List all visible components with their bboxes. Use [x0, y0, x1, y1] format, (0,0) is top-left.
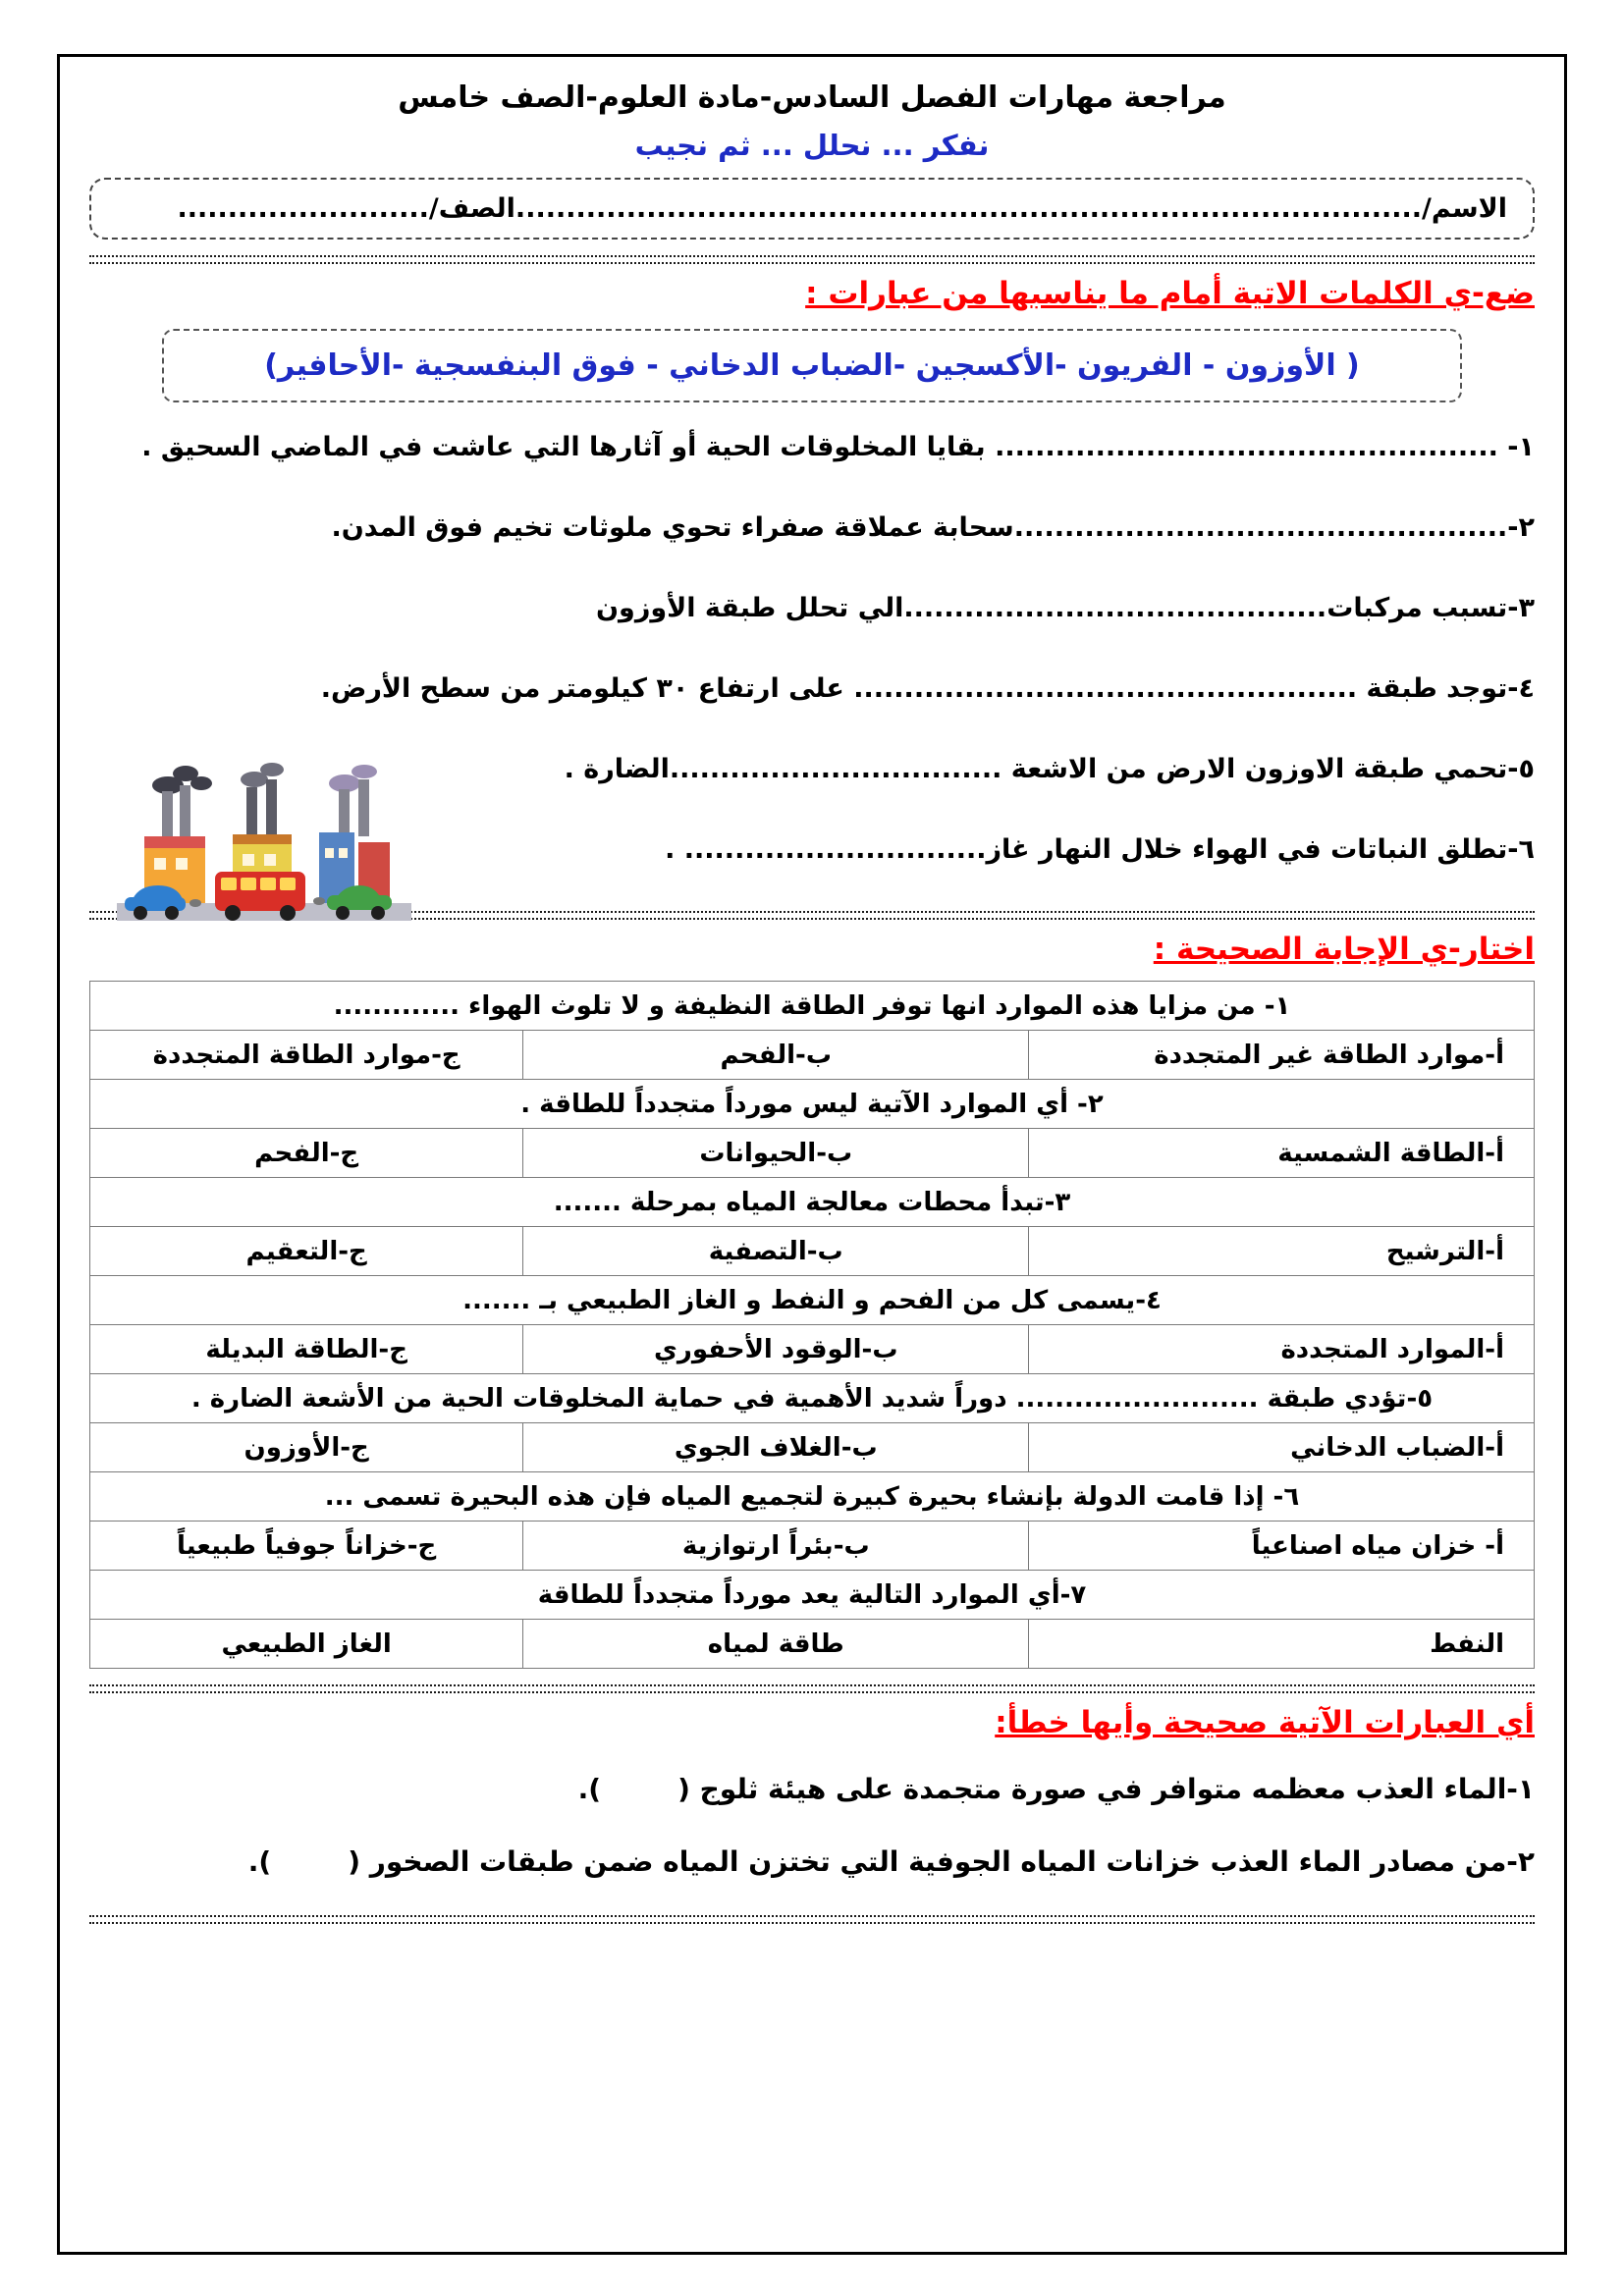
true-false-heading: أي العبارات الآتية صحيحة وأيها خطأ:: [995, 1705, 1535, 1740]
mcq-heading: اختار-ي الإجابة الصحيحة :: [1153, 932, 1535, 967]
mcq-option-a: أ-الموارد المتجددة: [1029, 1325, 1535, 1374]
fill-in-item: ٤-توجد طبقة .................................................. على ارتفاع ٣٠ كيلومتر من سطح الأرض.: [320, 673, 1535, 704]
mcq-option-b: ب-بئراً ارتوازية: [523, 1522, 1029, 1571]
mcq-option-c: ج-الأوزون: [90, 1423, 523, 1472]
mcq-option-a: أ-الضباب الدخاني: [1029, 1423, 1535, 1472]
fill-in-item: ١- .................................................. بقايا المخلوقات الحية أو آثارها التي عاشت في الماضي السحيق .: [141, 432, 1535, 462]
fill-in-section: [89, 428, 1535, 870]
mcq-question: ١- من مزايا هذه الموارد انها توفر الطاقة النظيفة و لا تلوث الهواء .............: [90, 982, 1535, 1031]
mcq-option-b: ب-التصفية: [523, 1227, 1029, 1276]
mcq-option-a: أ-الترشيح: [1029, 1227, 1535, 1276]
factory-smog-vehicles-image: [117, 760, 411, 956]
mcq-question: ٦- إذا قامت الدولة بإنشاء بحيرة كبيرة لتجميع المياه فإن هذه البحيرة تسمى ...: [90, 1472, 1535, 1522]
factory-pollution-illustration: [117, 760, 411, 956]
mcq-option-a: أ-الطاقة الشمسية: [1029, 1129, 1535, 1178]
mcq-option-b: ب-الحيوانات: [523, 1129, 1029, 1178]
mcq-question: ٣-تبدأ محطات معالجة المياه بمرحلة .......: [90, 1178, 1535, 1227]
fill-in-item: ٥-تحمي طبقة الاوزون الارض من الاشعة .................................الضارة .: [564, 754, 1535, 784]
mcq-option-b: ب-الوقود الأحفوري: [523, 1325, 1029, 1374]
mcq-option-b: ب-الغلاف الجوي: [523, 1423, 1029, 1472]
fill-in-item: ٦-تطلق النباتات في الهواء خلال النهار غاز.............................. .: [665, 834, 1535, 865]
dotted-divider: [89, 255, 1535, 264]
word-bank-text: ( الأوزون - الفريون -الأكسجين -الضباب الدخاني - فوق البنفسجية -الأحافير): [264, 348, 1360, 383]
mcq-option-c: ج-الطاقة البديلة: [90, 1325, 523, 1374]
name-class-box: [89, 178, 1535, 240]
mcq-option-a: أ-موارد الطاقة غير المتجددة: [1029, 1031, 1535, 1080]
fill-in-item: ٣-تسبب مركبات..........................................الي تحلل طبقة الأوزون: [596, 593, 1535, 623]
mcq-option-c: ج-موارد الطاقة المتجددة: [90, 1031, 523, 1080]
page-subtitle: نفكر ... نحلل ... ثم نجيب: [634, 129, 990, 162]
mcq-option-c: الغاز الطبيعي: [90, 1620, 523, 1669]
mcq-question: ٢- أي الموارد الآتية ليس مورداً متجدداً للطاقة .: [90, 1080, 1535, 1129]
name-class-line: الاسم/..........................................................................................الصف/.........................: [177, 193, 1507, 224]
fill-in-item: ٢-.................................................سحابة عملاقة صفراء تحوي ملوثات تخيم فوق المدن.: [331, 512, 1535, 543]
mcq-question: ٥-تؤدي طبقة ......................... دوراً شديد الأهمية في حماية المخلوقات الحية من الأشعة الضارة .: [90, 1374, 1535, 1423]
true-false-statement: ١-الماء العذب معظمه متوافر في صورة متجمدة على هيئة ثلوج ( ).: [577, 1773, 1535, 1805]
mcq-option-c: ج-خزاناً جوفياً طبيعياً: [90, 1522, 523, 1571]
true-false-statement: ٢-من مصادر الماء العذب خزانات المياه الجوفية التي تختزن المياه ضمن طبقات الصخور ( ).: [247, 1845, 1535, 1878]
mcq-table: [89, 981, 1535, 1669]
page-title: مراجعة مهارات الفصل السادس-مادة العلوم-الصف خامس: [398, 80, 1226, 115]
mcq-question: ٧-أي الموارد التالية يعد مورداً متجدداً للطاقة: [90, 1571, 1535, 1620]
dotted-divider: [89, 1915, 1535, 1924]
dotted-divider: [89, 1684, 1535, 1693]
mcq-option-b: طاقة لمياه: [523, 1620, 1029, 1669]
mcq-option-a: النفط: [1029, 1620, 1535, 1669]
mcq-option-c: ج-التعقيم: [90, 1227, 523, 1276]
mcq-option-b: ب-الفحم: [523, 1031, 1029, 1080]
worksheet-page: [57, 54, 1567, 2255]
mcq-option-c: ج-الفحم: [90, 1129, 523, 1178]
true-false-section: [89, 1770, 1535, 1882]
mcq-option-a: أ- خزان مياه اصناعياً: [1029, 1522, 1535, 1571]
mcq-question: ٤-يسمى كل من الفحم و النفط و الغاز الطبيعي بـ .......: [90, 1276, 1535, 1325]
word-bank-box: [162, 329, 1463, 402]
fill-in-heading: ضع-ي الكلمات الاتية أمام ما يناسبها من عبارات :: [805, 276, 1535, 311]
